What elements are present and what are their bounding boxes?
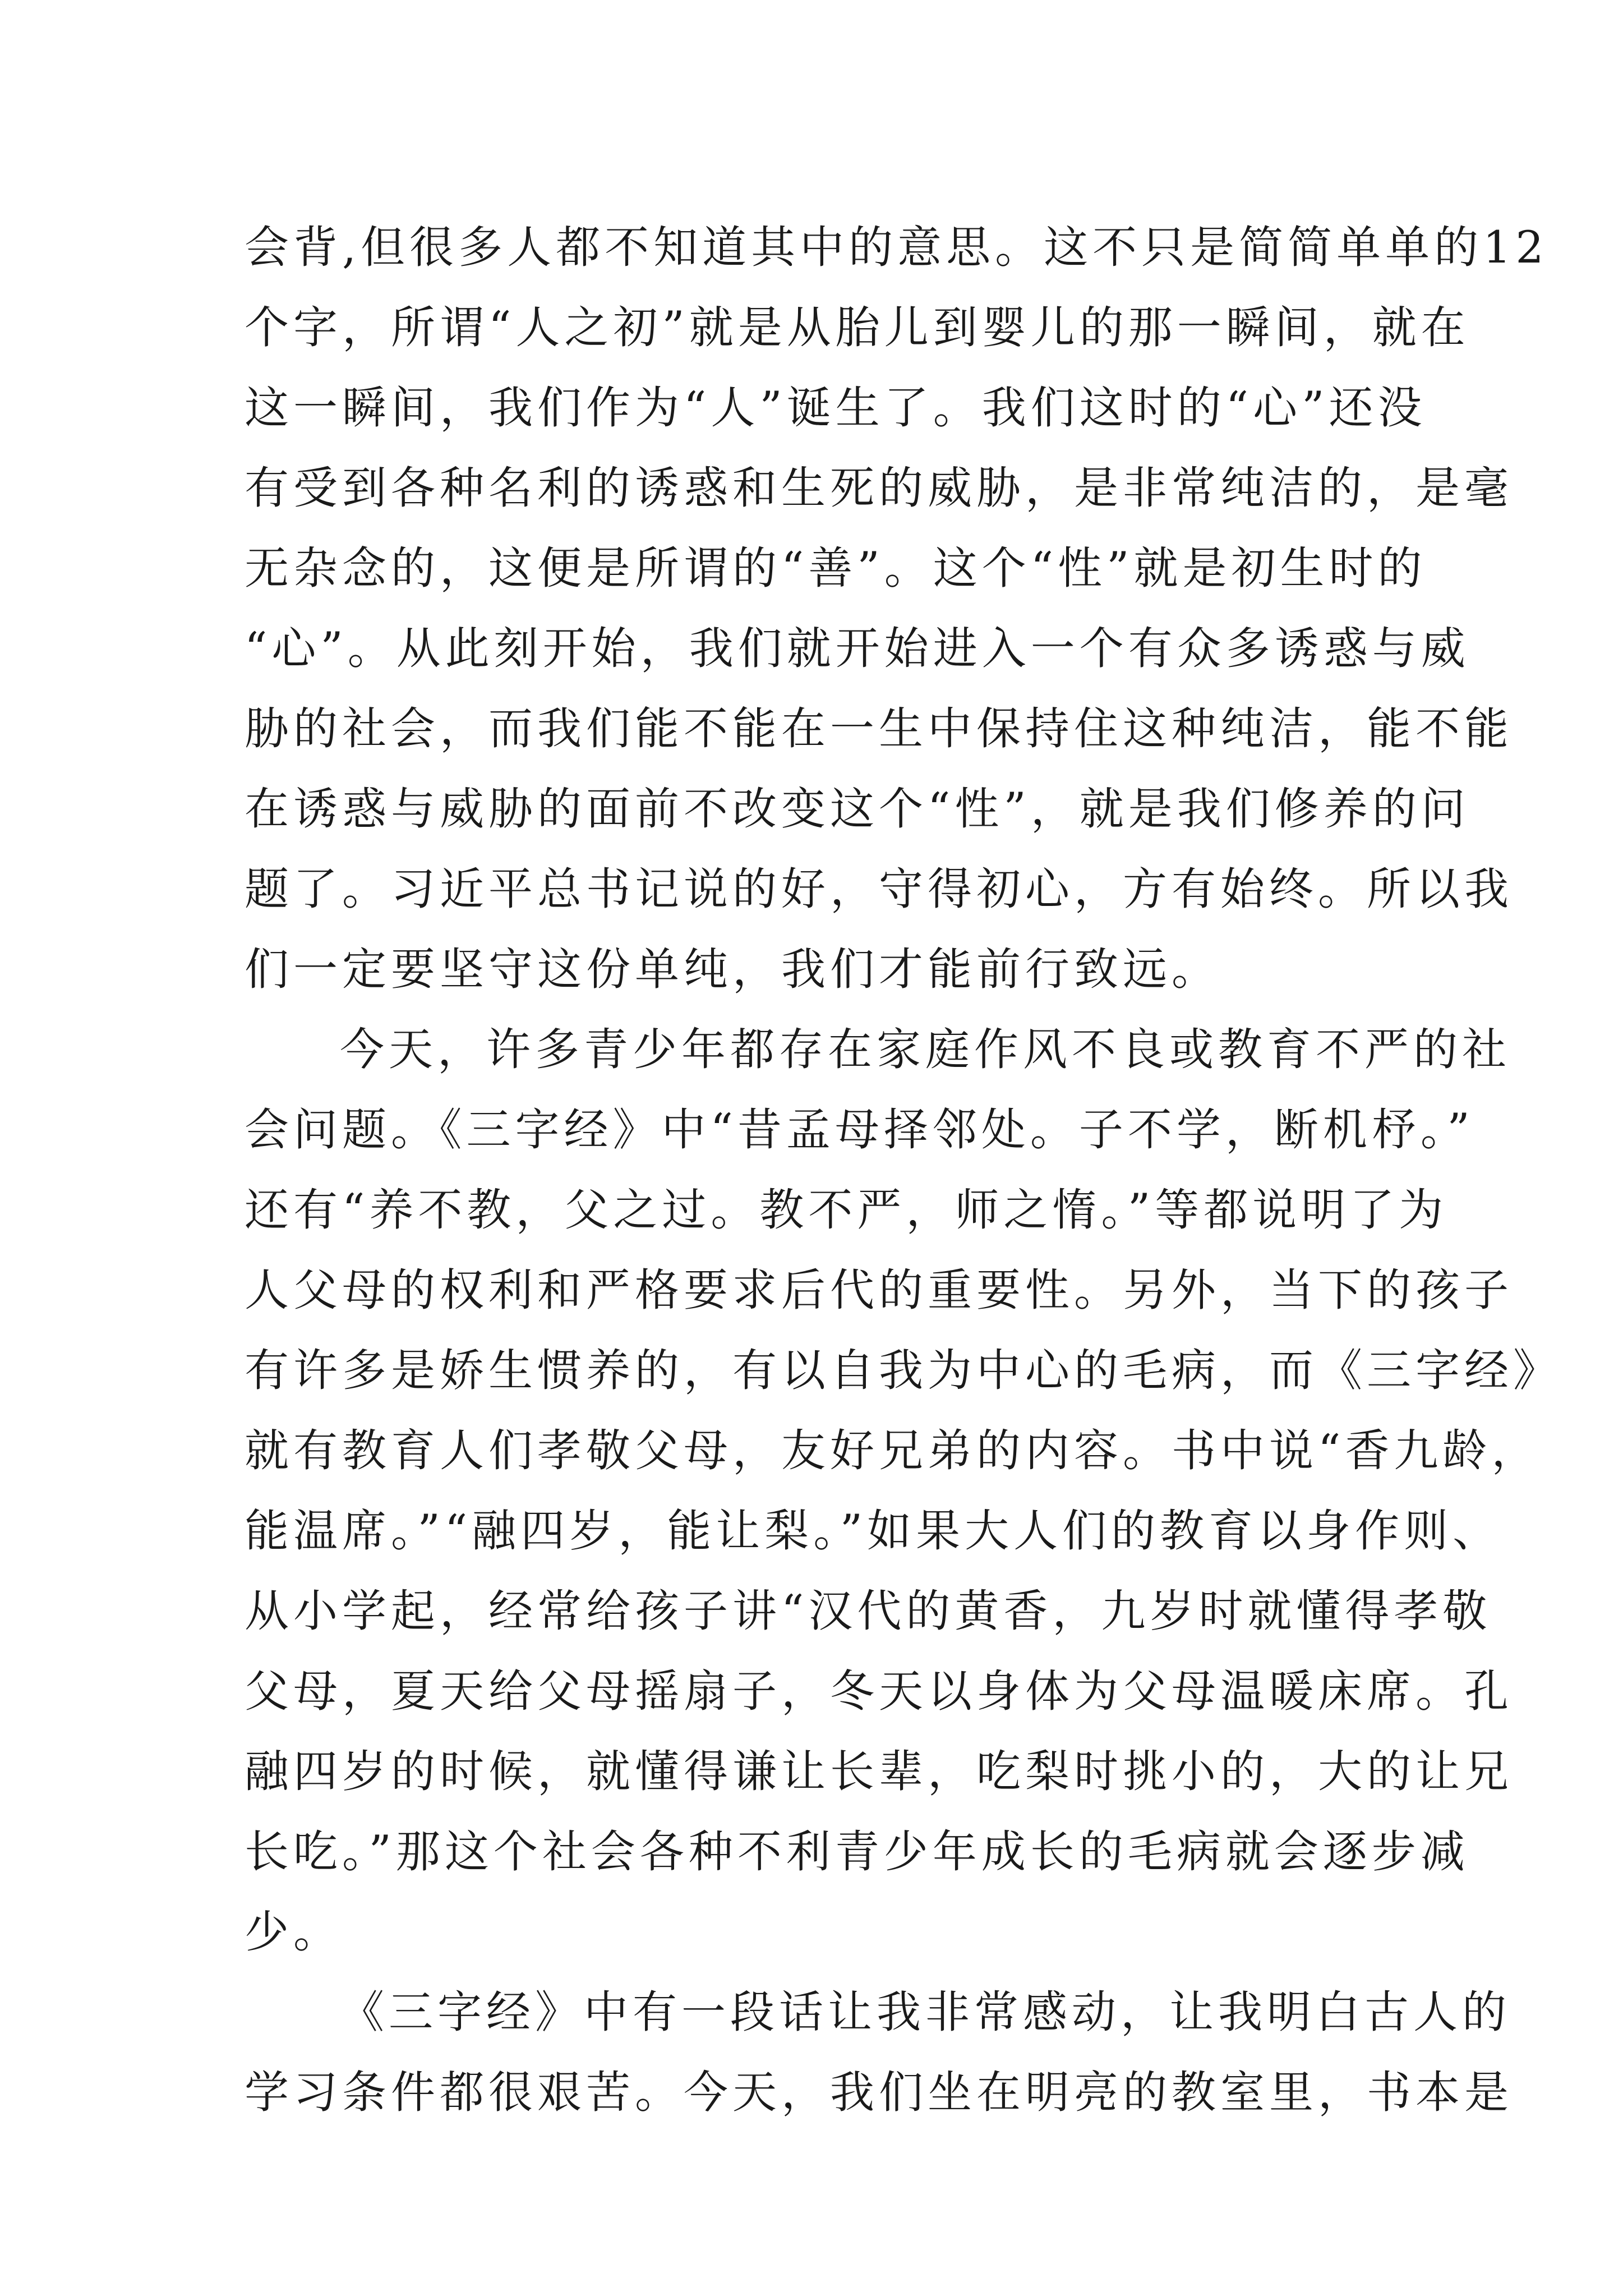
text-line: 会背,但很多人都不知道其中的意思。这不只是简简单单的12 xyxy=(245,222,1548,273)
text-line: 从小学起，经常给孩子讲“汉代的黄香，九岁时就懂得孝敬 xyxy=(245,1585,1492,1637)
text-line: 融四岁的时候，就懂得谦让长辈，吃梨时挑小的，大的让兄 xyxy=(245,1746,1513,1797)
text-line: 还有“养不教，父之过。教不严，师之惰。”等都说明了为 xyxy=(245,1184,1448,1236)
text-line: 少。 xyxy=(245,1906,342,1958)
text-line: 学习条件都很艰苦。今天，我们坐在明亮的教室里，书本是 xyxy=(245,2067,1513,2118)
text-line: 父母，夏天给父母摇扇子，冬天以身体为父母温暖床席。孔 xyxy=(245,1665,1513,1717)
text-line: 在诱惑与威胁的面前不改变这个“性”，就是我们修养的问 xyxy=(245,783,1470,835)
text-line: 能温席。”“融四岁，能让梨。”如果大人们的教育以身作则、 xyxy=(245,1505,1502,1557)
paragraph-1 xyxy=(245,208,1548,1010)
text-line: 题了。习近平总书记说的好，守得初心，方有始终。所以我 xyxy=(245,863,1513,915)
text-line: 《三字经》中有一段话让我非常感动，让我明白古人的 xyxy=(340,1986,1511,2038)
text-line: 个字，所谓“人之初”就是从胎儿到婴儿的那一瞬间，就在 xyxy=(245,302,1470,353)
paragraph-2 xyxy=(245,1010,1562,1972)
text-line: 今天，许多青少年都存在家庭作风不良或教育不严的社 xyxy=(340,1024,1511,1075)
text-line: 长吃。”那这个社会各种不利青少年成长的毛病就会逐步减 xyxy=(245,1826,1469,1878)
text-line: 会问题。《三字经》中“昔孟母择邻处。子不学，断机杼。” xyxy=(245,1104,1474,1156)
text-line: 人父母的权利和严格要求后代的重要性。另外，当下的孩子 xyxy=(245,1264,1513,1316)
text-line: 这一瞬间，我们作为“人”诞生了。我们这时的“心”还没 xyxy=(245,382,1427,434)
text-line: 有受到各种名利的诱惑和生死的威胁，是非常纯洁的，是毫 xyxy=(245,462,1513,514)
text-line: 无杂念的，这便是所谓的“善”。这个“性”就是初生时的 xyxy=(245,542,1427,594)
text-line: 胁的社会，而我们能不能在一生中保持住这种纯洁，能不能 xyxy=(245,703,1513,754)
text-line: 有许多是娇生惯养的，有以自我为中心的毛病，而《三字经》 xyxy=(245,1345,1562,1396)
body-text xyxy=(245,208,1562,2133)
text-line: 就有教育人们孝敬父母，友好兄弟的内容。书中说“香九龄， xyxy=(245,1425,1541,1476)
text-line: “心”。从此刻开始，我们就开始进入一个有众多诱惑与威 xyxy=(245,623,1470,674)
text-line: 们一定要坚守这份单纯，我们才能前行致远。 xyxy=(245,944,1220,995)
paragraph-3 xyxy=(245,1972,1513,2133)
